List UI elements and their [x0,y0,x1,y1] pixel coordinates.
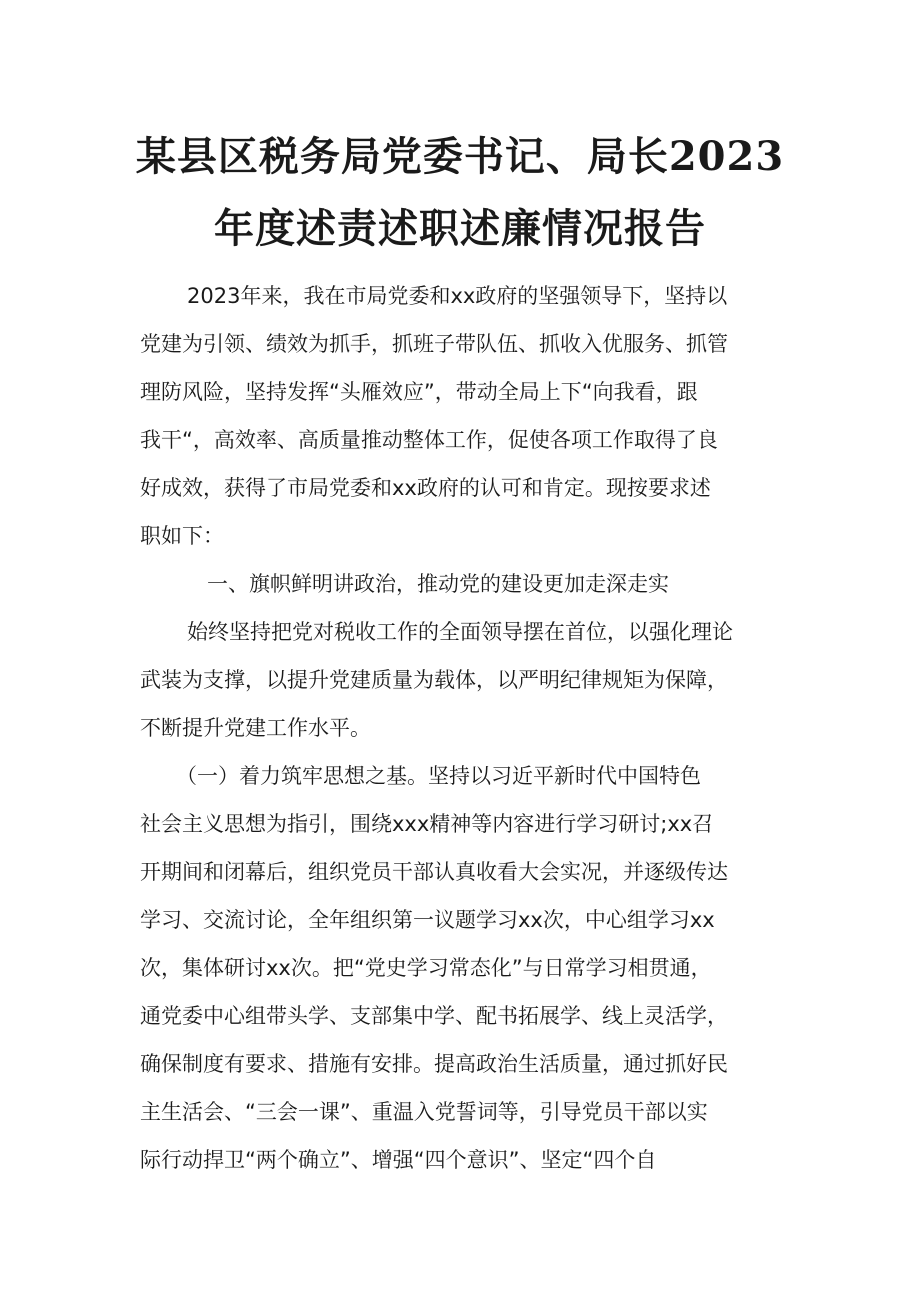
paragraph-3-line-8: 主生活会、“三会一课”、重温入党誓词等，引导党员干部以实 [140,1100,708,1124]
paragraph-2-line-1: 始终坚持把党对税收工作的全面领导摆在首位，以强化理论 [187,620,733,644]
paragraph-1-line-1: 2023年来，我在市局党委和xx政府的坚强领导下，坚持以 [187,284,728,308]
paragraph-3-line-3: 开期间和闭幕后，组织党员干部认真收看大会实况，并逐级传达 [140,860,728,884]
section-heading-1: 一、旗帜鲜明讲政治，推动党的建设更加走深走实 [207,572,669,596]
document-title-line-1: 某县区税务局党委书记、局长2023 [135,133,785,180]
document-title-line-2: 年度述责述职述廉情况报告 [214,205,706,252]
paragraph-3-line-5: 次，集体研讨xx次。把“党史学习常态化”与日常学习相贯通， [140,956,712,980]
paragraph-2-line-2: 武装为支撑，以提升党建质量为载体，以严明纪律规矩为保障， [140,668,728,692]
paragraph-1-line-6: 职如下： [140,524,224,548]
paragraph-1-line-2: 党建为引领、绩效为抓手，抓班子带队伍、抓收入优服务、抓管 [140,332,728,356]
paragraph-2-line-3: 不断提升党建工作水平。 [140,716,371,740]
paragraph-3-line-6: 通党委中心组带头学、支部集中学、配书拓展学、线上灵活学， [140,1004,728,1028]
paragraph-1-line-4: 我干“，高效率、高质量推动整体工作，促使各项工作取得了良 [140,428,718,452]
paragraph-3-line-2: 社会主义思想为指引，围绕xxx精神等内容进行学习研讨;xx召 [140,812,714,836]
paragraph-1-line-3: 理防风险，坚持发挥“头雁效应”，带动全局上下“向我看，跟 [140,380,698,404]
paragraph-1-line-5: 好成效，获得了市局党委和xx政府的认可和肯定。现按要求述 [140,476,711,500]
paragraph-3-line-1: （一）着力筑牢思想之基。坚持以习近平新时代中国特色 [176,764,701,788]
paragraph-3-line-7: 确保制度有要求、措施有安排。提高政治生活质量，通过抓好民 [140,1052,728,1076]
paragraph-3-line-9: 际行动捍卫“两个确立”、增强“四个意识”、坚定“四个自 [140,1148,657,1172]
paragraph-3-line-4: 学习、交流讨论，全年组织第一议题学习xx次，中心组学习xx [140,908,715,932]
